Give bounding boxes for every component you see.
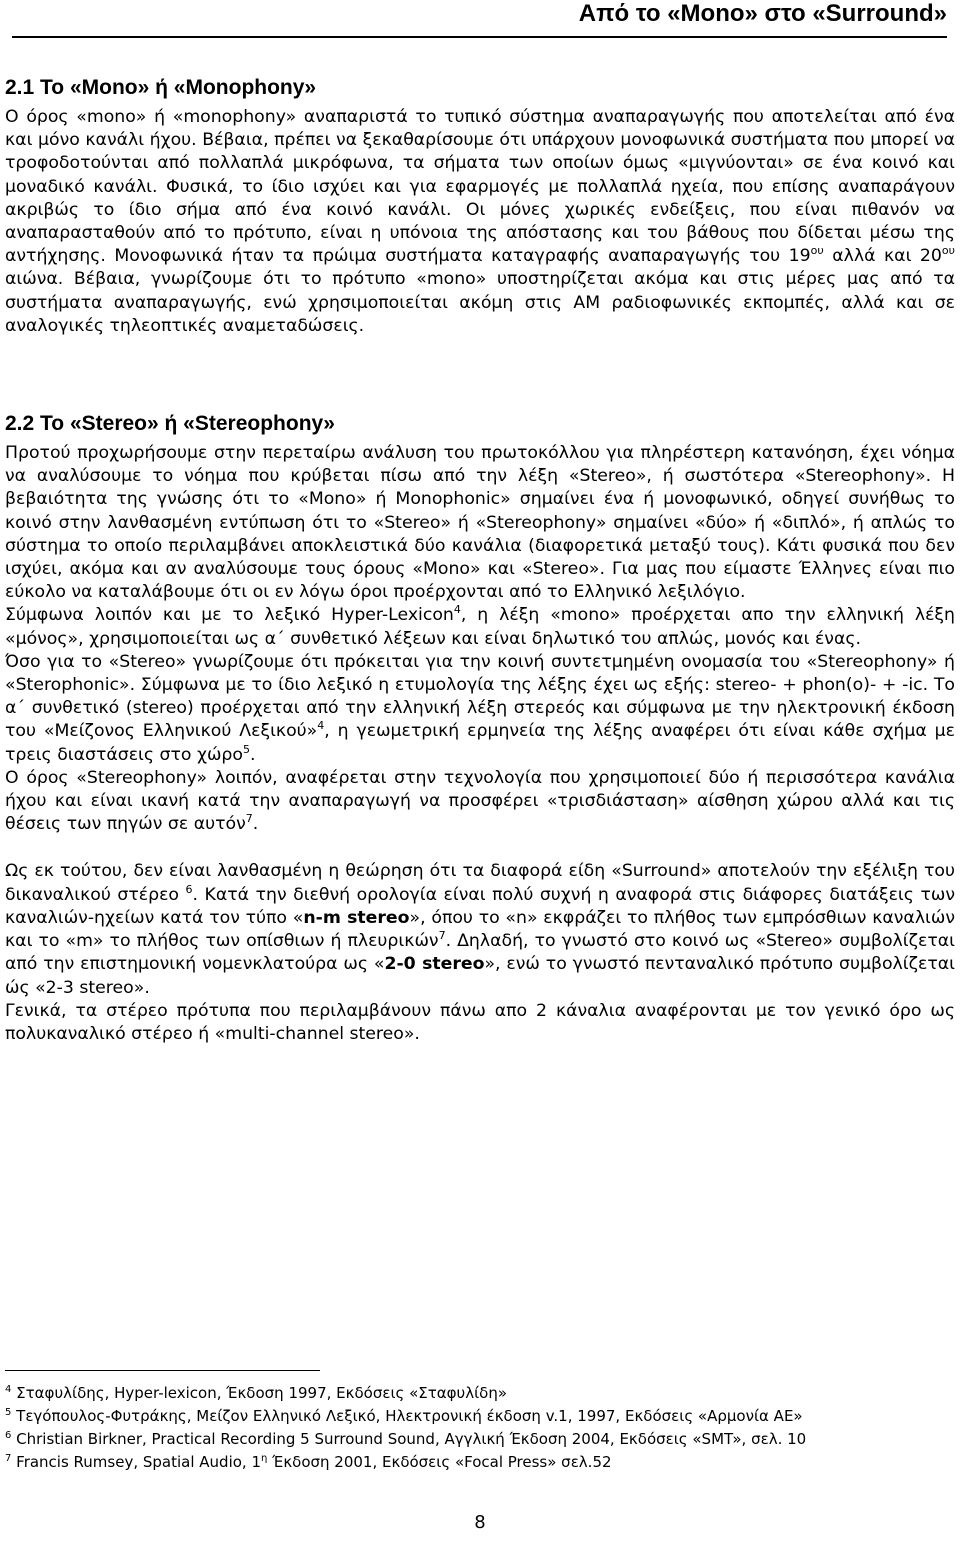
paragraph-mono: Ο όρος «mono» ή «monophony» αναπαριστά το τυπικό σύστημα αναπαραγωγής που αποτελείται από ένα και μόνο κανάλι ήχου. Βέβαια, πρέπει να ξεκαθαρίσουμε ότι υπάρχουν μονοφωνικά συστήματα που μπορεί να τροφοδοτούνται από πολλαπλά μικρόφωνα, τα σήματα των οποίων όμως «μιγνύονται» σε ένα κοινό και μοναδικό κανάλι. Φυσικά, το ίδιο ισχύει και για εφαρμογές με πολλαπλά ηχεία, που επίσης αναπαράγουν ακριβώς το ίδιο σήμα από ένα κοινό κανάλι. Οι μόνες χωρικές ενδείξεις, που είναι πιθανόν να αναπαρασταθούν από το πρότυπο, είναι η υπόνοια της απόστασης και του βάθους που δίδεται μέσω της αντήχησης. Μονοφωνικά ήταν τα πρώιμα συστήματα καταγραφής αναπαραγωγής του $19^{o\upsilon}$ αλλά και $20^{o\upsilon}$ αιώνα. Βέβαια, γνωρίζουμε ότι το πρότυπο «mono» υποστηρίζεται ακόμα και στις μέρες μας από τα συστήματα αναπαραγωγής, ενώ χρησιμοποιείται ακόμη στις AM ραδιοφωνικές εκπομπές, αλλά και σε αναλογικές τηλεοπτικές αναμεταδώσεις. — [5, 107, 955, 336]
footnote-ref[interactable]: 7 — [438, 929, 446, 943]
footnote-7: $^7$ Francis Rumsey, Spatial Audio, $1^\eta$ Έκδοση 2001, Εκδόσεις «Focal Press» σελ.52 — [5, 1453, 612, 1471]
running-header — [12, 0, 947, 38]
footnote-6: $^6$ Christian Birkner, Practical Recording 5 Surround Sound, Αγγλική Έκδοση 2004, Εκδόσεις «SMT», σελ. 10 — [5, 1430, 807, 1448]
running-header-title: Από το «Mono» στο «Surround» — [578, 0, 947, 27]
paragraph-surround: Ως εκ τούτου, δεν είναι λανθασμένη η θεώρηση ότι τα διαφορά είδη «Surround» αποτελούν την εξέλιξη του δικαναλικού στέρεο $^6$. Κατά την διεθνή ορολογία είναι πολύ συχνή η αναφορά στις διάφορες διατάξεις των καναλιών-ηχείων κατά τον τύπο «n-m stereo», όπου το «n» εκφράζει το πλήθος των εμπρόσθιων καναλιών και το «m» το πλήθος των οπίσθιων ή πλευρικών$^7$. Δηλαδή, το γνωστό στο κοινό ως «Stereo» συμβολίζεται από την επιστημονική νομενκλατούρα ως «2-0 stereo», ενώ το γνωστό πενταναλικό πρότυπο συμβολίζεται ώς «2-3 stereo». — [5, 861, 956, 998]
paragraph-stereo-etymology: Όσο για το «Stereo» γνωρίζουμε ότι πρόκειται για την κοινή συντετμημένη ονομασία του «Stereophony» ή «Sterophonic». Σύμφωνα με το ίδιο λεξικό η ετυμολογία της λέξης έχει ως εξής: stereo- + phon(o)- + -ic. Το α΄ συνθετικό (stereo) προέρχεται από την ελληνική λέξη στερεός και σύμφωνα με την ηλεκτρονική έκδοση του «Μείζονος Ελληνικού Λεξικού»$^4$, η γεωμετρική ερμηνεία της λέξης αναφέρει ότι είναι κάθε σχήμα με τρεις διαστάσεις στο χώρο$^5$. — [5, 651, 955, 765]
paragraph-mono-etymology: Σύμφωνα λοιπόν και με το λεξικό Hyper-Lexicon$^4$, η λέξη «mono» προέρχεται απο την ελληνική λέξη «μόνος», χρησιμοποιείται ως α΄ συνθετικό λέξεων και είναι δηλωτικό του απλώς, μονός και ένας. — [5, 603, 955, 649]
footnote-5: $^5$ Τεγόπουλος-Φυτράκης, Μείζον Ελληνικό Λεξικό, Ηλεκτρονική έκδοση v.1, 1997, Εκδόσεις «Αρμονία ΑΕ» — [5, 1407, 803, 1425]
section-heading-stereo: 2.2 Το «Stereo» ή «Stereophony» — [5, 412, 335, 436]
paragraph-multichannel: Γενικά, τα στέρεο πρότυπα που περιλαμβάνουν πάνω απο 2 κάναλια αναφέρονται με τον γενικό όρο ως πολυκαναλικό στέρεο ή «multi-channel stereo». — [5, 1000, 955, 1044]
footnote-4: $^4$ Σταφυλίδης, Hyper-lexicon, Έκδοση 1997, Εκδόσεις «Σταφυλίδη» — [5, 1384, 508, 1402]
section-heading-mono: 2.1 Το «Mono» ή «Monophony» — [5, 76, 317, 99]
paragraph-stereophony: Ο όρος «Stereophony» λοιπόν, αναφέρεται στην τεχνολογία που χρησιμοποιεί δύο ή περισσότερα κανάλια ήχου και είναι ικανή κατά την αναπαραγωγή να προσφέρει «τρισδιάσταση» αίσθηση χώρου αλλά και τις θέσεις των πηγών σε αυτόν$^7$. — [5, 767, 955, 835]
footnote-separator — [5, 1370, 320, 1371]
footnote-ref[interactable]: 4 — [453, 603, 461, 617]
page-number: 8 — [474, 1512, 486, 1533]
paragraph-stereo-intro: Προτού προχωρήσουμε στην περεταίρω ανάλυση του πρωτοκόλλου για πληρέστερη κατανόηση, έχει νόημα να αναλύσουμε το νόημα που κρύβεται πίσω από την λέξη «Stereo», ή σωστότερα «Stereophony». Η βεβαιότητα της γνώσης ότι το «Mono» ή Monophonic» σημαίνει ένα ή μονοφωνικό, οδηγεί συνήθως το κοινό στην λανθασμένη εντύπωση ότι το «Stereo» ή «Stereophony» σημαίνει «δύο» ή «διπλό», ή απλώς το σύστημα το οποίο περιλαμβάνει αποκλειστικά δύο κανάλια (διαφορετικά μεταξύ τους). Κάτι φυσικά που δεν ισχύει, ακόμα και αν αναλύσουμε τους όρους «Mono» και «Stereo». Για μας που είμαστε Έλληνες είναι πιο εύκολο να καταλάβουμε ότι οι εν λόγω όροι προέρχονται από το Ελληνικό λεξιλόγιο. — [5, 443, 955, 603]
page-body — [5, 70, 955, 1046]
footnote-ref[interactable]: 4 — [317, 719, 325, 733]
footnotes — [5, 1382, 955, 1474]
footnote-ref[interactable]: 7 — [245, 812, 253, 826]
footnote-ref[interactable]: 6 — [185, 882, 193, 896]
footnote-ref[interactable]: 5 — [242, 742, 250, 756]
